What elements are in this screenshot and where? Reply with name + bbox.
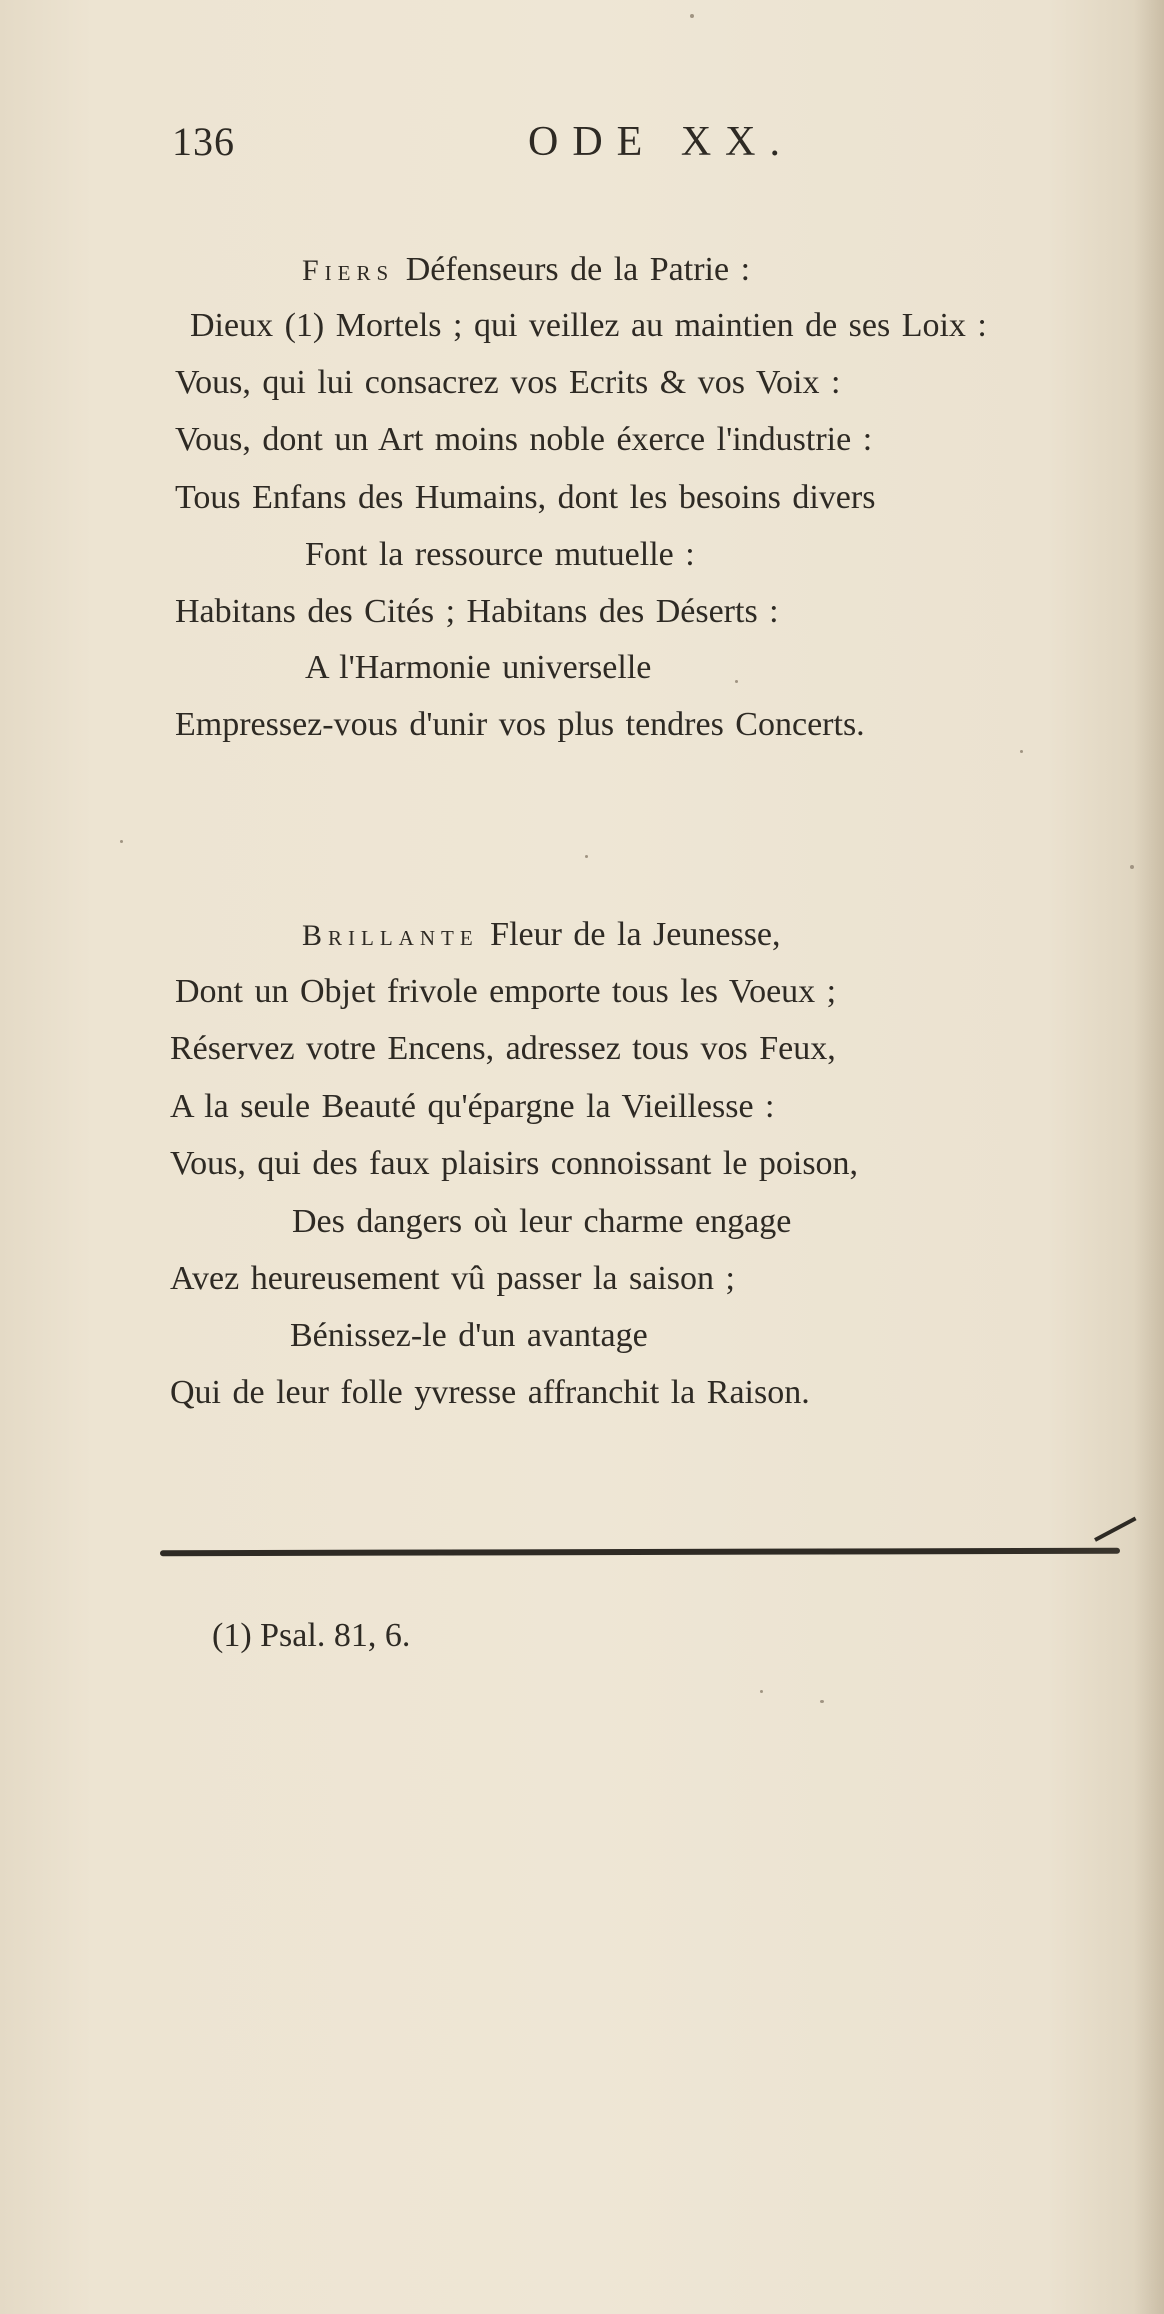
verse-line [302,915,781,956]
verse-line: Dont un Objet frivole emporte tous les Voeux ; [175,973,837,1010]
page-edge-shadow [1134,0,1164,2314]
verse-line-text: Défenseurs de la Patrie : [394,251,751,288]
page-header [0,118,1164,178]
page-number: 136 [172,119,235,164]
footnote-divider-flourish [1094,1517,1136,1542]
verse-line: Tous Enfans des Humains, dont les besoins divers [175,479,876,516]
verse-line: Vous, dont un Art moins noble éxerce l'industrie : [175,421,873,458]
verse-line: Des dangers où leur charme engage [292,1203,792,1240]
running-title: ODE XX. [528,119,794,165]
verse-line: Habitans des Cités ; Habitans des Déserts : [175,593,779,630]
verse-line: Font la ressource mutuelle : [305,536,695,573]
stanza-lead-word: Fiers [302,254,395,287]
verse-line: A l'Harmonie universelle [305,649,652,686]
footnote-divider-rule [160,1548,1120,1557]
verse-line [302,250,750,291]
footnote: (1) Psal. 81, 6. [212,1617,411,1654]
verse-line: Bénissez-le d'un avantage [290,1317,648,1354]
verse-line: Réservez votre Encens, adressez tous vos Feux, [170,1030,836,1067]
verse-line: Empressez-vous d'unir vos plus tendres Concerts. [175,706,865,743]
verse-line: Dieux (1) Mortels ; qui veillez au maintien de ses Loix : [190,307,987,344]
verse-line: Avez heureusement vû passer la saison ; [170,1260,735,1297]
stanza-lead-word: Brillante [302,919,479,952]
verse-line: Vous, qui lui consacrez vos Ecrits & vos Voix : [175,364,841,401]
verse-line: Vous, qui des faux plaisirs connoissant le poison, [170,1145,859,1182]
verse-line: Qui de leur folle yvresse affranchit la Raison. [170,1374,810,1411]
verse-line-text: Fleur de la Jeunesse, [478,916,781,953]
verse-line: A la seule Beauté qu'épargne la Vieillesse : [170,1088,775,1125]
